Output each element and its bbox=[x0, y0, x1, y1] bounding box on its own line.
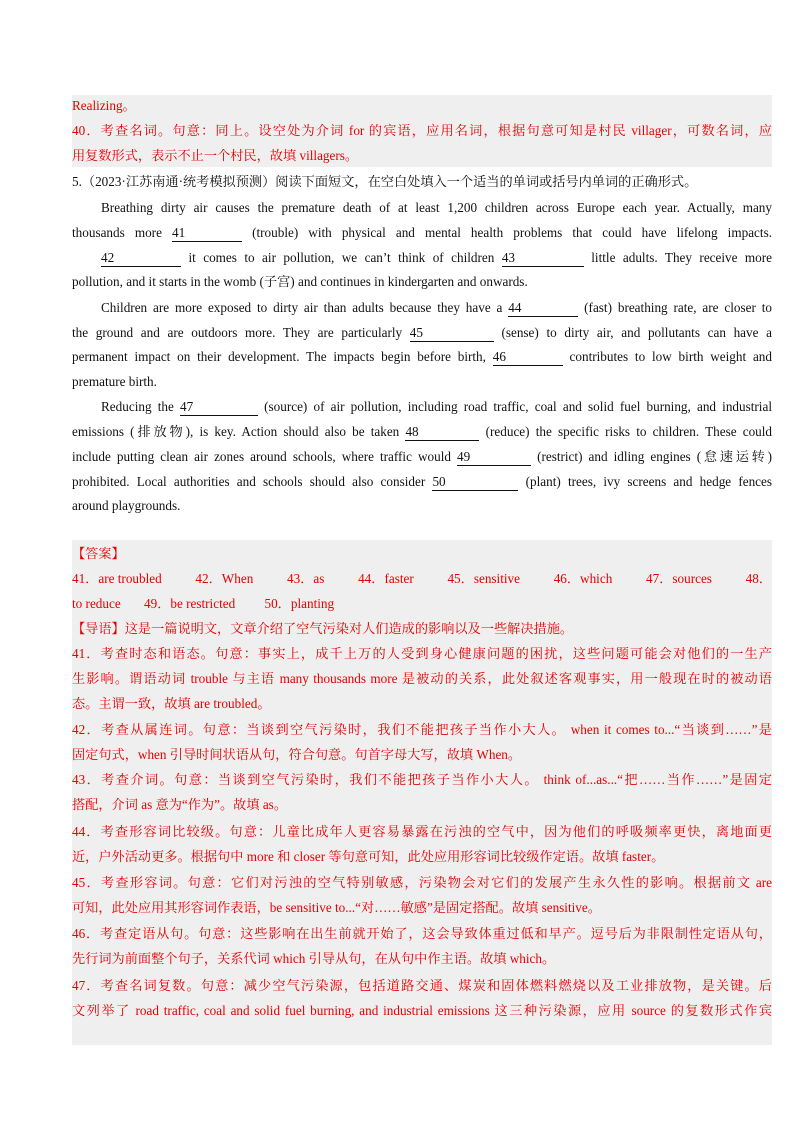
question-header: 5.（2023·江苏南通·统考模拟预测）阅读下面短文，在空白处填入一个适当的单词或括号内单词的正确形式。 bbox=[72, 174, 698, 189]
explanation-47-line-2: 文列举了 road traffic, coal and solid fuel burning, and industrial emissions 这三种污染源，应用 source 的复数形式作宾 bbox=[72, 1003, 772, 1018]
text: (reduce) the specific risks to children. These could bbox=[485, 424, 773, 439]
text: (source) of air pollution, including road traffic, coal and solid fuel burning, and industrial bbox=[264, 399, 772, 414]
explanation-41-line-3: 态。主谓一致，故填 are troubled。 bbox=[72, 696, 271, 711]
passage-p1-line-1: Breathing dirty air causes the premature death of at least 1,200 children across Europe each year. Actually, many bbox=[101, 200, 772, 215]
blank-49[interactable]: 49 bbox=[457, 449, 531, 466]
passage-p3-line-1 bbox=[101, 296, 772, 320]
answer-41: 41．are troubled bbox=[72, 571, 162, 586]
text: include putting clean air zones around schools, where traffic would bbox=[72, 449, 451, 464]
blank-44[interactable]: 44 bbox=[508, 300, 578, 317]
passage-p1-line-2 bbox=[72, 221, 772, 245]
guide: 【导语】这是一篇说明文，文章介绍了空气污染对人们造成的影响以及一些解决措施。 bbox=[72, 621, 574, 636]
answer-header: 【答案】 bbox=[72, 546, 125, 561]
passage-p2-line-1 bbox=[101, 246, 772, 270]
answer-47: 47．sources bbox=[646, 571, 712, 586]
text: (fast) breathing rate, are closer to bbox=[584, 300, 773, 315]
answer-50: 50．planting bbox=[264, 596, 335, 611]
passage-p3-line-3 bbox=[72, 345, 772, 369]
text: (restrict) and idling engines (怠速运转) bbox=[537, 449, 772, 464]
text: emissions (排放物), is key. Action should also be taken bbox=[72, 424, 400, 439]
passage-p3-line-2 bbox=[72, 321, 772, 345]
explanation-46-line-2: 先行词为前面整个句子，关系代词 which 引导从句，在从句中作主语。故填 which。 bbox=[72, 951, 556, 966]
answers-row-2 bbox=[72, 592, 772, 616]
blank-48[interactable]: 48 bbox=[405, 424, 479, 441]
top-answer: Realizing。 bbox=[72, 98, 136, 113]
blank-41[interactable]: 41 bbox=[172, 225, 242, 242]
text: (plant) trees, ivy screens and hedge fences bbox=[525, 474, 773, 489]
passage-p2-line-2: pollution, and it starts in the womb (子宫) and continues in kindergarten and onwards. bbox=[72, 274, 528, 289]
explanation-45-line-1: 45．考查形容词。句意：它们对污浊的空气特别敏感，污染物会对它们的发展产生永久性的影响。根据前文 are bbox=[72, 875, 772, 890]
text: it comes to air pollution, we can’t think of children bbox=[188, 250, 495, 265]
answer-46: 46．which bbox=[553, 571, 613, 586]
text: prohibited. Local authorities and schools should also consider bbox=[72, 474, 426, 489]
answer-49: 49．be restricted bbox=[144, 596, 236, 611]
explanation-41-line-1: 41．考查时态和语态。句意：事实上，成千上万的人受到身心健康问题的困扰，这些问题可能会对他们的一生产 bbox=[72, 646, 772, 661]
text: permanent impact on their development. The impacts begin before birth, bbox=[72, 349, 486, 364]
blank-42[interactable]: 42 bbox=[101, 250, 181, 267]
text: Reducing the bbox=[101, 399, 174, 414]
blank-43[interactable]: 43 bbox=[502, 250, 584, 267]
answer-45: 45．sensitive bbox=[447, 571, 520, 586]
explanation-44-line-2: 近，户外活动更多。根据句中 more 和 closer 等句意可知，此处应用形容词比较级作定语。故填 faster。 bbox=[72, 849, 665, 864]
text: (sense) to dirty air, and pollutants can have a bbox=[501, 325, 772, 340]
blank-45[interactable]: 45 bbox=[410, 325, 494, 342]
explanation-43-line-1: 43．考查介词。句意：当谈到空气污染时，我们不能把孩子当作小大人。 think of...as...“把……当作……”是固定 bbox=[72, 772, 772, 787]
passage-p4-line-3 bbox=[72, 445, 772, 469]
explanation-43-line-2: 搭配，介词 as 意为“作为”。故填 as。 bbox=[72, 797, 288, 812]
answer-43: 43．as bbox=[287, 571, 325, 586]
text: Children are more exposed to dirty air than adults because they have a bbox=[101, 300, 503, 315]
text: little adults. They receive more bbox=[591, 250, 773, 265]
explanation-40-line-2: 用复数形式，表示不止一个村民，故填 villagers。 bbox=[72, 148, 359, 163]
passage-p4-line-5: around playgrounds. bbox=[72, 498, 181, 513]
explanation-42-line-2: 固定句式，when 引导时间状语从句，符合句意。句首字母大写，故填 When。 bbox=[72, 747, 522, 762]
passage-p4-line-4 bbox=[72, 470, 772, 494]
blank-47[interactable]: 47 bbox=[180, 399, 258, 416]
passage-p3-line-4: premature birth. bbox=[72, 374, 157, 389]
blank-50[interactable]: 50 bbox=[432, 474, 518, 491]
answer-48: to reduce bbox=[72, 596, 121, 611]
explanation-40-line-1: 40．考查名词。句意：同上。设空处为介词 for 的宾语，应用名词，根据句意可知是村民 villager，可数名词，应 bbox=[72, 123, 772, 138]
text: (trouble) with physical and mental health problems that could have lifelong impacts. bbox=[252, 225, 772, 240]
explanation-42-line-1: 42．考查从属连词。句意：当谈到空气污染时，我们不能把孩子当作小大人。 when it comes to...“当谈到……”是 bbox=[72, 722, 772, 737]
explanation-45-line-2: 可知，此处应用其形容词作表语，be sensitive to...“对……敏感”是固定搭配。故填 sensitive。 bbox=[72, 900, 601, 915]
explanation-46-line-1: 46．考查定语从句。句意：这些影响在出生前就开始了，这会导致体重过低和早产。逗号后为非限制性定语从句， bbox=[72, 926, 772, 941]
passage-p4-line-1 bbox=[101, 395, 772, 419]
explanation-44-line-1: 44．考查形容词比较级。句意：儿童比成年人更容易暴露在污浊的空气中，因为他们的呼吸频率更快，离地面更 bbox=[72, 824, 772, 839]
passage-p4-line-2 bbox=[72, 420, 772, 444]
text: the ground and are outdoors more. They are particularly bbox=[72, 325, 403, 340]
answer-42: 42．When bbox=[195, 571, 254, 586]
text: thousands more bbox=[72, 225, 162, 240]
answer-44: 44．faster bbox=[358, 571, 414, 586]
answers-row-1 bbox=[72, 567, 772, 591]
explanation-47-line-1: 47．考查名词复数。句意：减少空气污染源，包括道路交通、煤炭和固体燃料燃烧以及工业排放物，是关键。后 bbox=[72, 978, 772, 993]
text: contributes to low birth weight and bbox=[569, 349, 772, 364]
answer-48-label: 48． bbox=[745, 571, 773, 586]
blank-46[interactable]: 46 bbox=[493, 349, 563, 366]
explanation-41-line-2: 生影响。谓语动词 trouble 与主语 many thousands more 是被动的关系，此处叙述客观事实，用一般现在时的被动语 bbox=[72, 671, 772, 686]
